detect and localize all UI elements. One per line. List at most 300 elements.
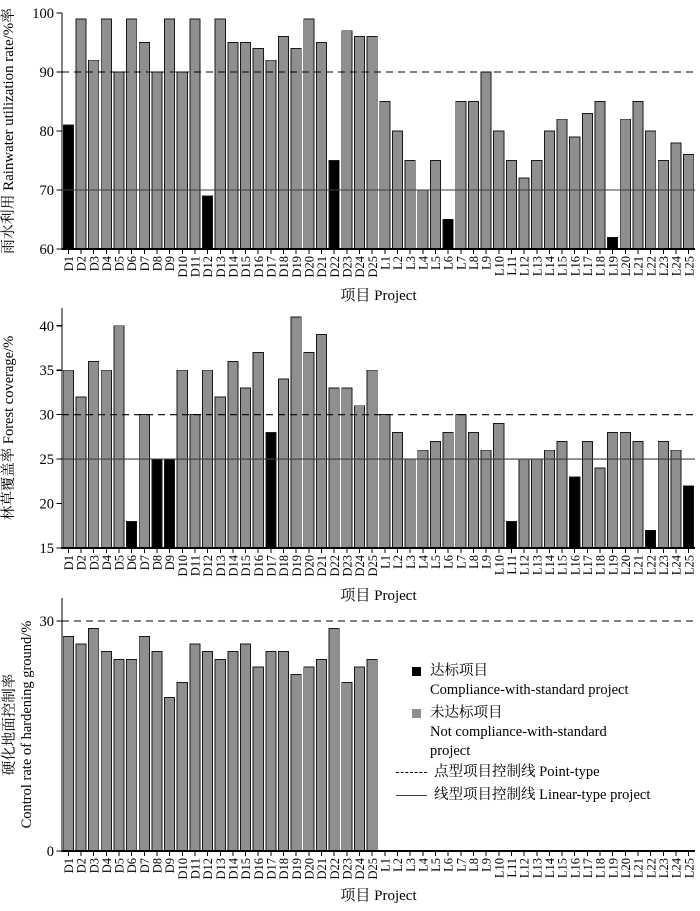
x-tick-label-L21: L21 bbox=[631, 256, 646, 277]
x-tick-label-L7: L7 bbox=[454, 858, 469, 872]
y-tick-label-40: 40 bbox=[39, 318, 54, 335]
bar-L18 bbox=[595, 468, 605, 548]
x-tick-label-L4: L4 bbox=[416, 256, 431, 270]
legend-linear-type-label: 线型项目控制线 Linear-type project bbox=[434, 787, 651, 803]
x-tick-label-L14: L14 bbox=[543, 256, 558, 277]
bar-D8 bbox=[152, 652, 162, 851]
x-tick-label-D7: D7 bbox=[137, 858, 152, 874]
x-tick-label-D21: D21 bbox=[315, 858, 330, 880]
bar-L8 bbox=[468, 102, 478, 250]
x-tick-label-D12: D12 bbox=[201, 555, 216, 577]
bar-L23 bbox=[658, 441, 668, 548]
bar-D14 bbox=[228, 361, 238, 548]
forest-coverage-chart-ylabel-line1: 林草覆盖率 Forest coverage/% bbox=[1, 335, 17, 521]
bar-D2 bbox=[76, 397, 86, 548]
x-tick-label-D9: D9 bbox=[163, 555, 178, 571]
x-tick-label-D23: D23 bbox=[340, 858, 355, 880]
x-tick-label-D9: D9 bbox=[163, 858, 178, 874]
x-tick-label-L2: L2 bbox=[391, 256, 406, 270]
x-tick-label-D3: D3 bbox=[87, 858, 102, 874]
bar-D6 bbox=[127, 19, 137, 249]
x-tick-label-D3: D3 bbox=[87, 555, 102, 571]
bar-D11 bbox=[190, 644, 200, 851]
bar-D14 bbox=[228, 652, 238, 851]
x-tick-label-L19: L19 bbox=[606, 858, 621, 879]
bar-L8 bbox=[468, 432, 478, 548]
x-tick-label-D18: D18 bbox=[277, 858, 292, 880]
x-tick-label-D15: D15 bbox=[239, 255, 254, 278]
x-tick-label-D7: D7 bbox=[137, 555, 152, 571]
x-tick-label-D20: D20 bbox=[302, 256, 317, 278]
bar-D24 bbox=[354, 37, 364, 249]
legend bbox=[392, 662, 682, 805]
bar-D17 bbox=[266, 432, 276, 548]
x-tick-label-L9: L9 bbox=[479, 858, 494, 872]
x-tick-label-L4: L4 bbox=[416, 555, 431, 569]
bar-D9 bbox=[165, 19, 175, 249]
x-tick-label-D16: D16 bbox=[251, 256, 266, 278]
x-tick-label-D22: D22 bbox=[327, 858, 342, 880]
legend-point-type-label: 点型项目控制线 Point-type bbox=[434, 764, 600, 780]
bar-D5 bbox=[114, 659, 124, 851]
bar-D18 bbox=[278, 37, 288, 249]
solid-line-swatch bbox=[396, 795, 427, 796]
x-tick-label-D16: D16 bbox=[251, 555, 266, 577]
y-tick-label-70: 70 bbox=[39, 183, 54, 199]
bar-L1 bbox=[380, 102, 390, 250]
x-tick-label-L22: L22 bbox=[644, 256, 659, 277]
bar-D16 bbox=[253, 48, 263, 249]
x-tick-label-L16: L16 bbox=[568, 555, 583, 576]
x-tick-label-L20: L20 bbox=[618, 256, 633, 277]
x-tick-label-D18: D18 bbox=[277, 555, 292, 577]
x-tick-label-D23: D23 bbox=[340, 256, 355, 278]
bar-L17 bbox=[582, 113, 592, 249]
bar-D14 bbox=[228, 43, 238, 250]
bar-D18 bbox=[278, 379, 288, 548]
y-tick-label-60: 60 bbox=[39, 242, 54, 258]
bar-L12 bbox=[519, 459, 529, 548]
x-tick-label-D19: D19 bbox=[289, 256, 304, 278]
x-tick-label-L16: L16 bbox=[568, 858, 583, 879]
x-tick-label-D8: D8 bbox=[150, 858, 165, 874]
x-tick-label-L9: L9 bbox=[479, 256, 494, 270]
rainwater-utilization-chart bbox=[0, 6, 696, 304]
x-tick-label-L19: L19 bbox=[606, 256, 621, 277]
bar-D7 bbox=[139, 636, 149, 851]
x-tick-label-D12: D12 bbox=[201, 256, 216, 278]
x-tick-label-L17: L17 bbox=[580, 256, 595, 277]
x-tick-label-D10: D10 bbox=[175, 555, 190, 577]
bar-L16 bbox=[570, 137, 580, 249]
legend-not-compliance-label-cn: 未达标项目 bbox=[430, 705, 503, 721]
bar-D20 bbox=[304, 19, 314, 249]
bar-D20 bbox=[304, 667, 314, 851]
bar-L11 bbox=[506, 521, 516, 548]
x-tick-label-D11: D11 bbox=[188, 858, 203, 880]
bar-D16 bbox=[253, 667, 263, 851]
x-tick-label-L22: L22 bbox=[644, 858, 659, 879]
x-tick-label-D6: D6 bbox=[125, 555, 140, 571]
bar-D11 bbox=[190, 415, 200, 548]
x-tick-label-D6: D6 bbox=[125, 256, 140, 272]
x-tick-label-D13: D13 bbox=[213, 256, 228, 278]
bar-L15 bbox=[557, 441, 567, 548]
bar-D18 bbox=[278, 652, 288, 851]
x-tick-label-L11: L11 bbox=[505, 858, 520, 878]
x-tick-label-L6: L6 bbox=[441, 555, 456, 569]
x-tick-label-L18: L18 bbox=[593, 555, 608, 576]
x-tick-label-D25: D25 bbox=[365, 256, 380, 278]
bar-D9 bbox=[165, 459, 175, 548]
x-tick-label-L7: L7 bbox=[454, 256, 469, 270]
hardening-ground-control-chart-bars bbox=[63, 629, 377, 851]
x-tick-label-L13: L13 bbox=[530, 858, 545, 879]
rainwater-utilization-chart-ylabel-line1: 雨水利用 Rainwater utilization rate/%率 bbox=[1, 14, 17, 254]
x-tick-label-D1: D1 bbox=[61, 858, 76, 874]
x-tick-label-L4: L4 bbox=[416, 858, 431, 872]
x-tick-label-L10: L10 bbox=[492, 555, 507, 576]
bar-D8 bbox=[152, 459, 162, 548]
bar-L17 bbox=[582, 441, 592, 548]
x-tick-label-D4: D4 bbox=[99, 555, 114, 571]
x-tick-label-L15: L15 bbox=[555, 858, 570, 879]
bar-L7 bbox=[456, 102, 466, 250]
x-tick-label-L22: L22 bbox=[644, 555, 659, 576]
x-tick-label-L5: L5 bbox=[429, 256, 444, 270]
bar-L20 bbox=[620, 119, 630, 249]
x-tick-label-L18: L18 bbox=[593, 858, 608, 879]
x-tick-label-L21: L21 bbox=[631, 555, 646, 576]
x-tick-label-L23: L23 bbox=[656, 858, 671, 879]
x-tick-label-L12: L12 bbox=[517, 256, 532, 277]
bar-D21 bbox=[316, 43, 326, 250]
x-tick-label-D21: D21 bbox=[315, 555, 330, 577]
x-tick-label-L2: L2 bbox=[391, 555, 406, 569]
x-tick-label-L5: L5 bbox=[429, 858, 444, 872]
bar-D22 bbox=[329, 161, 339, 250]
x-tick-label-D24: D24 bbox=[353, 858, 368, 880]
x-tick-label-D24: D24 bbox=[353, 555, 368, 577]
legend-not-compliance-label-en2: project bbox=[430, 743, 471, 759]
x-tick-label-L24: L24 bbox=[669, 256, 684, 277]
bar-D24 bbox=[354, 406, 364, 548]
bar-L20 bbox=[620, 432, 630, 548]
bar-L23 bbox=[658, 161, 668, 250]
x-tick-label-D13: D13 bbox=[213, 858, 228, 880]
bar-D15 bbox=[240, 388, 250, 548]
x-tick-label-L24: L24 bbox=[669, 555, 684, 576]
bar-L19 bbox=[608, 237, 618, 249]
y-tick-label-80: 80 bbox=[39, 124, 54, 140]
x-tick-label-D17: D17 bbox=[264, 256, 279, 278]
x-tick-label-D19: D19 bbox=[289, 858, 304, 880]
x-tick-label-D5: D5 bbox=[112, 555, 127, 571]
rainwater-utilization-chart-bars bbox=[63, 19, 694, 249]
bar-L22 bbox=[646, 530, 656, 548]
x-tick-label-D21: D21 bbox=[315, 256, 330, 278]
y-tick-label-35: 35 bbox=[39, 363, 54, 380]
x-tick-label-L14: L14 bbox=[543, 858, 558, 879]
bar-D9 bbox=[165, 698, 175, 851]
bar-D25 bbox=[367, 659, 377, 851]
x-tick-label-L20: L20 bbox=[618, 858, 633, 879]
bar-L5 bbox=[430, 441, 440, 548]
x-tick-label-D17: D17 bbox=[264, 555, 279, 577]
bar-D12 bbox=[203, 196, 213, 249]
bar-D23 bbox=[342, 31, 352, 249]
bar-L4 bbox=[418, 190, 428, 249]
bar-L18 bbox=[595, 102, 605, 250]
bar-D4 bbox=[101, 19, 111, 249]
x-tick-label-D2: D2 bbox=[74, 256, 89, 272]
bar-D17 bbox=[266, 60, 276, 249]
bar-L12 bbox=[519, 178, 529, 249]
legend-compliance-label-cn: 达标项目 bbox=[430, 663, 488, 679]
y-tick-label-30: 30 bbox=[39, 614, 54, 630]
x-tick-label-D15: D15 bbox=[239, 555, 254, 577]
x-tick-label-L3: L3 bbox=[403, 256, 418, 270]
x-tick-label-L14: L14 bbox=[543, 555, 558, 576]
bar-D19 bbox=[291, 675, 301, 851]
x-tick-label-D3: D3 bbox=[87, 256, 102, 272]
bar-D3 bbox=[89, 60, 99, 249]
x-tick-label-L1: L1 bbox=[378, 555, 393, 569]
bar-L2 bbox=[392, 432, 402, 548]
x-tick-label-L19: L19 bbox=[606, 555, 621, 576]
x-tick-label-D20: D20 bbox=[302, 858, 317, 880]
x-tick-label-D5: D5 bbox=[112, 858, 127, 874]
x-tick-label-D5: D5 bbox=[112, 256, 127, 272]
bar-L21 bbox=[633, 441, 643, 548]
x-tick-label-D9: D9 bbox=[163, 256, 178, 272]
x-tick-label-D8: D8 bbox=[150, 555, 165, 571]
x-tick-label-L1: L1 bbox=[378, 858, 393, 872]
bar-L11 bbox=[506, 161, 516, 250]
bar-D23 bbox=[342, 388, 352, 548]
dashed-line-swatch bbox=[396, 772, 427, 773]
bar-L24 bbox=[671, 143, 681, 249]
x-tick-label-L23: L23 bbox=[656, 256, 671, 277]
bar-D13 bbox=[215, 659, 225, 851]
bar-D10 bbox=[177, 682, 187, 851]
bar-D17 bbox=[266, 652, 276, 851]
x-tick-label-D4: D4 bbox=[99, 858, 114, 874]
bar-L25 bbox=[684, 486, 694, 548]
bar-L6 bbox=[443, 220, 453, 250]
x-tick-label-D10: D10 bbox=[175, 858, 190, 880]
x-tick-label-D15: D15 bbox=[239, 858, 254, 880]
bar-D2 bbox=[76, 19, 86, 249]
x-tick-label-L5: L5 bbox=[429, 555, 444, 569]
x-tick-label-L17: L17 bbox=[580, 555, 595, 576]
bar-L16 bbox=[570, 477, 580, 548]
bar-D13 bbox=[215, 19, 225, 249]
bar-L4 bbox=[418, 450, 428, 548]
x-tick-label-D18: D18 bbox=[277, 256, 292, 278]
bar-L3 bbox=[405, 161, 415, 250]
x-tick-label-L25: L25 bbox=[682, 858, 697, 879]
x-tick-label-D17: D17 bbox=[264, 858, 279, 880]
x-tick-label-L8: L8 bbox=[467, 858, 482, 872]
x-tick-label-D1: D1 bbox=[61, 256, 76, 272]
x-tick-label-D14: D14 bbox=[226, 256, 241, 278]
bar-L1 bbox=[380, 415, 390, 548]
y-tick-label-90: 90 bbox=[39, 65, 54, 81]
forest-coverage-chart bbox=[0, 308, 696, 604]
x-tick-label-L15: L15 bbox=[555, 555, 570, 576]
x-tick-label-L11: L11 bbox=[505, 256, 520, 276]
x-tick-label-L18: L18 bbox=[593, 256, 608, 277]
bar-L25 bbox=[684, 155, 694, 249]
bar-L9 bbox=[481, 72, 491, 249]
bar-D16 bbox=[253, 352, 263, 548]
bar-L14 bbox=[544, 450, 554, 548]
x-tick-label-D12: D12 bbox=[201, 858, 216, 880]
forest-coverage-chart-xlabel: 项目 Project bbox=[340, 588, 417, 604]
x-tick-label-L8: L8 bbox=[467, 256, 482, 270]
y-tick-label-25: 25 bbox=[39, 452, 54, 469]
bar-D8 bbox=[152, 72, 162, 249]
bar-L9 bbox=[481, 450, 491, 548]
x-tick-label-L12: L12 bbox=[517, 555, 532, 576]
x-tick-label-L17: L17 bbox=[580, 858, 595, 879]
x-tick-label-L6: L6 bbox=[441, 256, 456, 270]
bar-D24 bbox=[354, 667, 364, 851]
x-tick-label-D14: D14 bbox=[226, 555, 241, 577]
x-tick-label-L15: L15 bbox=[555, 256, 570, 277]
x-tick-label-L16: L16 bbox=[568, 256, 583, 277]
x-tick-label-D23: D23 bbox=[340, 555, 355, 577]
legend-compliance-label-en: Compliance-with-standard project bbox=[430, 682, 629, 698]
x-tick-label-D4: D4 bbox=[99, 256, 114, 272]
x-tick-label-L1: L1 bbox=[378, 256, 393, 270]
bar-L3 bbox=[405, 459, 415, 548]
x-tick-label-D1: D1 bbox=[61, 555, 76, 571]
bar-D21 bbox=[316, 335, 326, 548]
bar-L6 bbox=[443, 432, 453, 548]
bar-D22 bbox=[329, 388, 339, 548]
x-tick-label-D19: D19 bbox=[289, 555, 304, 577]
forest-coverage-chart-bars bbox=[63, 317, 694, 548]
bar-D12 bbox=[203, 652, 213, 851]
bar-D15 bbox=[240, 644, 250, 851]
bar-D25 bbox=[367, 37, 377, 249]
x-tick-label-L23: L23 bbox=[656, 555, 671, 576]
bar-D15 bbox=[240, 43, 250, 250]
y-tick-label-100: 100 bbox=[32, 6, 54, 22]
x-tick-label-L13: L13 bbox=[530, 555, 545, 576]
bar-L10 bbox=[494, 424, 504, 548]
x-tick-label-L10: L10 bbox=[492, 256, 507, 277]
x-tick-label-D25: D25 bbox=[365, 555, 380, 577]
x-tick-label-L9: L9 bbox=[479, 555, 494, 569]
bar-D19 bbox=[291, 317, 301, 548]
x-tick-label-D6: D6 bbox=[125, 858, 140, 874]
y-tick-label-20: 20 bbox=[39, 496, 54, 513]
bar-D3 bbox=[89, 361, 99, 548]
legend-item-not-compliance bbox=[392, 704, 682, 723]
bar-D3 bbox=[89, 629, 99, 851]
x-tick-label-L25: L25 bbox=[682, 256, 697, 277]
bar-L24 bbox=[671, 450, 681, 548]
x-tick-label-L3: L3 bbox=[403, 858, 418, 872]
x-tick-label-D16: D16 bbox=[251, 858, 266, 880]
x-tick-label-D2: D2 bbox=[74, 555, 89, 571]
x-tick-label-D13: D13 bbox=[213, 555, 228, 577]
compliance-swatch bbox=[412, 667, 421, 676]
x-tick-label-L7: L7 bbox=[454, 555, 469, 569]
x-tick-label-D10: D10 bbox=[175, 256, 190, 278]
bar-L13 bbox=[532, 459, 542, 548]
y-tick-label-0: 0 bbox=[46, 844, 54, 860]
x-tick-label-L13: L13 bbox=[530, 256, 545, 277]
bar-D20 bbox=[304, 352, 314, 548]
x-tick-label-L3: L3 bbox=[403, 555, 418, 569]
not-compliance-swatch bbox=[412, 709, 421, 718]
bar-D2 bbox=[76, 644, 86, 851]
x-tick-label-L12: L12 bbox=[517, 858, 532, 879]
hardening-ground-control-chart-ylabel-line1: 硬化地面控制率 bbox=[2, 673, 18, 776]
bar-D22 bbox=[329, 629, 339, 851]
x-tick-label-L8: L8 bbox=[467, 555, 482, 569]
bar-L19 bbox=[608, 432, 618, 548]
legend-item-compliance bbox=[392, 662, 682, 681]
hardening-ground-control-chart-ylabel-line2: Control rate of hardening ground/% bbox=[19, 620, 35, 829]
bar-D10 bbox=[177, 72, 187, 249]
x-tick-label-D20: D20 bbox=[302, 555, 317, 577]
x-tick-label-D22: D22 bbox=[327, 256, 342, 278]
bar-D7 bbox=[139, 43, 149, 250]
bar-L15 bbox=[557, 119, 567, 249]
x-tick-label-D8: D8 bbox=[150, 256, 165, 272]
bar-D21 bbox=[316, 659, 326, 851]
bar-D7 bbox=[139, 415, 149, 548]
x-tick-label-L11: L11 bbox=[505, 555, 520, 575]
x-tick-label-D11: D11 bbox=[188, 256, 203, 278]
bar-D5 bbox=[114, 326, 124, 548]
x-tick-label-L21: L21 bbox=[631, 858, 646, 879]
bar-L7 bbox=[456, 415, 466, 548]
legend-not-compliance-label-en1: Not compliance-with-standard bbox=[430, 724, 607, 740]
x-tick-label-D7: D7 bbox=[137, 256, 152, 272]
x-tick-label-L2: L2 bbox=[391, 858, 406, 872]
bar-D5 bbox=[114, 72, 124, 249]
x-tick-label-D2: D2 bbox=[74, 858, 89, 874]
legend-item-linear-type-line bbox=[392, 786, 682, 805]
bar-D4 bbox=[101, 652, 111, 851]
bar-L5 bbox=[430, 161, 440, 250]
x-tick-label-D14: D14 bbox=[226, 858, 241, 880]
bar-D6 bbox=[127, 521, 137, 548]
bar-L21 bbox=[633, 102, 643, 250]
x-tick-label-D25: D25 bbox=[365, 858, 380, 880]
bar-D1 bbox=[63, 636, 73, 851]
bar-D13 bbox=[215, 397, 225, 548]
x-tick-label-L20: L20 bbox=[618, 555, 633, 576]
x-tick-label-D11: D11 bbox=[188, 555, 203, 577]
y-tick-label-30: 30 bbox=[39, 407, 54, 424]
x-tick-label-L10: L10 bbox=[492, 858, 507, 879]
bar-D23 bbox=[342, 682, 352, 851]
y-tick-label-15: 15 bbox=[39, 541, 54, 557]
hardening-ground-control-chart-xlabel: 项目 Project bbox=[340, 888, 417, 904]
x-tick-label-L24: L24 bbox=[669, 858, 684, 879]
bar-L13 bbox=[532, 161, 542, 250]
x-tick-label-L25: L25 bbox=[682, 555, 697, 576]
bar-D6 bbox=[127, 659, 137, 851]
bar-D1 bbox=[63, 125, 73, 249]
